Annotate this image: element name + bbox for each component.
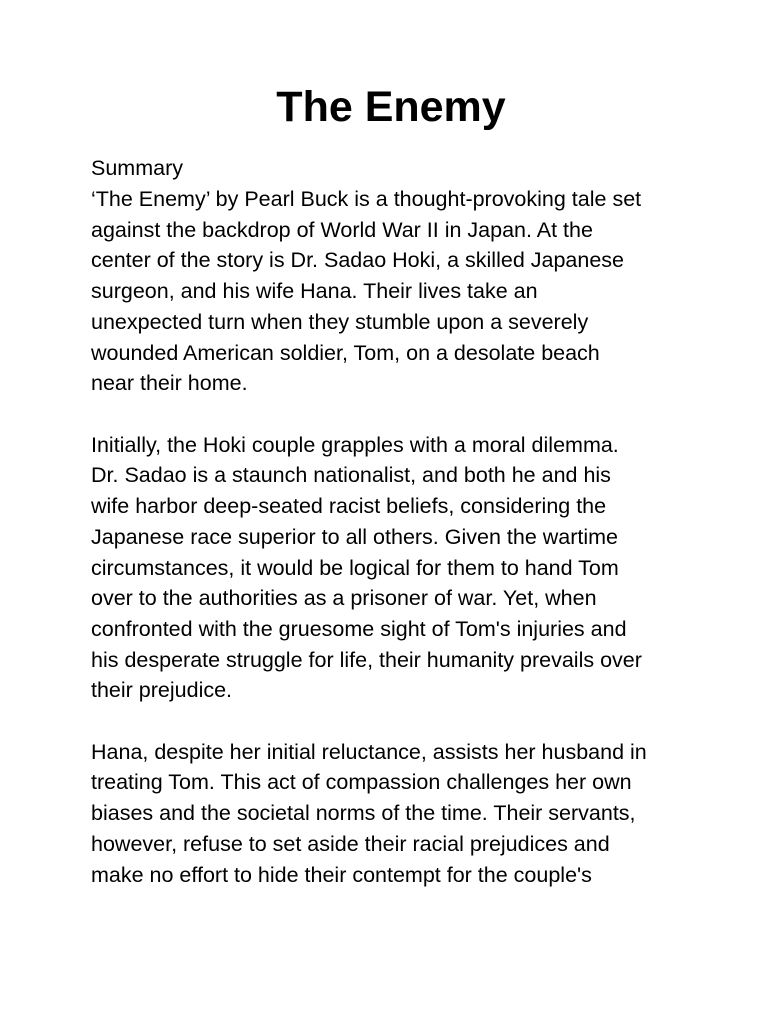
page-title: The Enemy bbox=[276, 83, 506, 131]
paragraph-3: Hana, despite her initial reluctance, assists her husband in treating Tom. This act of compassion challenges her own biases and the societal norms of the time. Their servants, however, refuse to set aside their racial prejudices and make no effort to hide their contempt for the couple's bbox=[91, 739, 647, 887]
paragraph-1: ‘The Enemy’ by Pearl Buck is a thought-provoking tale set against the backdrop of World War II in Japan. At the center of the story is Dr. Sadao Hoki, a skilled Japanese surgeon, and his wife Hana. Their lives take an unexpected turn when they stumble upon a severely wounded American soldier, Tom, on a desolate beach near their home. bbox=[91, 187, 642, 396]
section-heading: Summary bbox=[91, 156, 183, 181]
document-body bbox=[91, 83, 691, 890]
paragraph-2: Initially, the Hoki couple grapples with a moral dilemma. Dr. Sadao is a staunch nationalist, and both he and his wife harbor deep-seated racist beliefs, considering the Japanese race superior to all others. Given the wartime circumstances, it would be logical for them to hand Tom over to the authorities as a prisoner of war. Yet, when confronted with the gruesome sight of Tom's injuries and his desperate struggle for life, their humanity prevails over their prejudice. bbox=[91, 432, 642, 703]
